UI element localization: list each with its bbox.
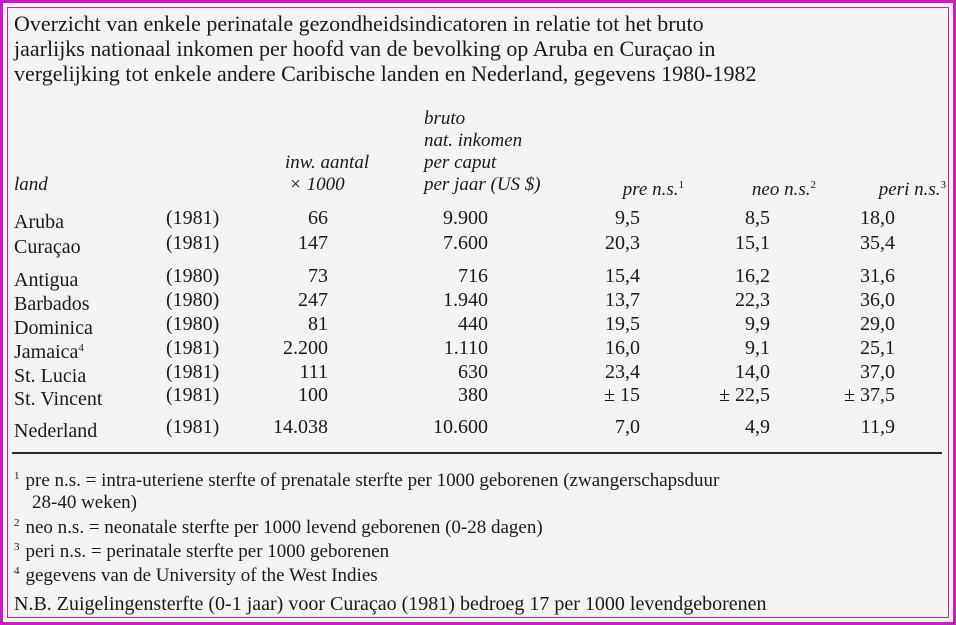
cell-neo-ns: 9,1 — [745, 337, 770, 359]
cell-land: Antigua — [14, 269, 79, 291]
cell-neo-ns: 16,2 — [735, 265, 770, 287]
cell-bni: 10.600 — [433, 416, 488, 438]
cell-neo-ns: 9,9 — [745, 313, 770, 335]
cell-jaar: (1981) — [166, 361, 220, 383]
cell-peri-ns: 18,0 — [860, 207, 895, 229]
cell-peri-ns: 36,0 — [860, 289, 895, 311]
cell-jaar: (1981) — [166, 384, 220, 406]
table-divider — [12, 452, 942, 454]
cell-land: Dominica — [14, 317, 93, 339]
cell-land: Barbados — [14, 293, 90, 315]
table-row — [0, 231, 956, 258]
cell-peri-ns: 35,4 — [860, 232, 895, 254]
cell-jaar: (1980) — [166, 289, 220, 311]
cell-inwoners: 2.200 — [283, 337, 328, 359]
cell-peri-ns: 37,0 — [860, 361, 895, 383]
cell-peri-ns: ± 37,5 — [844, 384, 895, 406]
cell-land: Curaçao — [14, 236, 81, 258]
cell-jaar: (1980) — [166, 313, 220, 335]
header-pre-ns: pre n.s.$^1$ — [622, 179, 684, 200]
table-row — [0, 264, 956, 291]
cell-pre-ns: 7,0 — [615, 416, 640, 438]
title-line: jaarlijks nationaal inkomen per hoofd van de bevolking op Aruba en Curaçao in — [14, 36, 716, 61]
table-row — [0, 206, 956, 233]
header-peri-ns: peri n.s.$^3$ — [878, 179, 946, 200]
cell-jaar: (1981) — [166, 232, 220, 254]
note-nb: N.B. Zuigelingensterfte (0-1 jaar) voor Curaçao (1981) bedroeg 17 per 1000 levendgeborenen — [14, 593, 767, 615]
cell-neo-ns: ± 22,5 — [719, 384, 770, 406]
cell-inwoners: 247 — [298, 289, 328, 311]
table-title — [14, 11, 944, 86]
cell-peri-ns: 11,9 — [860, 416, 895, 438]
footnote-ref: 2 — [810, 179, 816, 191]
cell-bni: 716 — [458, 265, 488, 287]
cell-jaar: (1981) — [166, 416, 220, 438]
cell-bni: 1.940 — [443, 289, 488, 311]
cell-land: Jamaica$^4$ — [14, 341, 84, 363]
cell-neo-ns: 8,5 — [745, 207, 770, 229]
table-row — [0, 336, 956, 363]
cell-bni: 1.110 — [443, 337, 488, 359]
cell-land: St. Vincent — [14, 388, 103, 410]
header-bruto-inkomen: bruto nat. inkomen per caput per jaar (US $) — [424, 108, 541, 195]
cell-pre-ns: 23,4 — [605, 361, 640, 383]
footnote-3: $^3$ peri n.s. = perinatale sterfte per 1000 geborenen — [14, 541, 390, 562]
cell-pre-ns: 19,5 — [605, 313, 640, 335]
header-land: land — [14, 174, 48, 195]
table-row — [0, 383, 956, 410]
footnote-ref: 3 — [940, 179, 946, 191]
cell-bni: 7.600 — [443, 232, 488, 254]
footnote-2: $^2$ neo n.s. = neonatale sterfte per 1000 levend geborenen (0-28 dagen) — [14, 517, 543, 538]
cell-inwoners: 14.038 — [273, 416, 328, 438]
cell-inwoners: 147 — [298, 232, 328, 254]
footnote-4: $^4$ gegevens van de University of the West Indies — [14, 565, 378, 586]
cell-jaar: (1980) — [166, 265, 220, 287]
cell-bni: 9.900 — [443, 207, 488, 229]
header-neo-ns: neo n.s.$^2$ — [751, 179, 816, 200]
cell-neo-ns: 15,1 — [735, 232, 770, 254]
table-row — [0, 415, 956, 442]
footnote-ref: 1 — [678, 179, 684, 191]
cell-pre-ns: 9,5 — [615, 207, 640, 229]
cell-pre-ns: ± 15 — [604, 384, 640, 406]
cell-pre-ns: 16,0 — [605, 337, 640, 359]
cell-neo-ns: 22,3 — [735, 289, 770, 311]
cell-inwoners: 100 — [298, 384, 328, 406]
header-inwoners: inw. aantal × 1000 — [285, 152, 370, 195]
cell-land: Aruba — [14, 211, 64, 233]
cell-bni: 440 — [458, 313, 488, 335]
cell-peri-ns: 29,0 — [860, 313, 895, 335]
title-line: vergelijking tot enkele andere Caribische landen en Nederland, gegevens 1980-1982 — [14, 61, 757, 86]
cell-inwoners: 81 — [308, 313, 328, 335]
title-line: Overzicht van enkele perinatale gezondheidsindicatoren in relatie tot het bruto — [14, 11, 704, 36]
cell-jaar: (1981) — [166, 207, 220, 229]
cell-neo-ns: 14,0 — [735, 361, 770, 383]
table-row — [0, 312, 956, 339]
cell-pre-ns: 20,3 — [605, 232, 640, 254]
cell-bni: 630 — [458, 361, 488, 383]
cell-peri-ns: 25,1 — [860, 337, 895, 359]
cell-jaar: (1981) — [166, 337, 220, 359]
cell-neo-ns: 4,9 — [745, 416, 770, 438]
footnote-1: $^1$ pre n.s. = intra-uteriene sterfte of prenatale sterfte per 1000 geborenen (zwangerschapsduur 28-40 weken) — [14, 470, 720, 513]
cell-inwoners: 73 — [308, 265, 328, 287]
cell-inwoners: 111 — [299, 361, 328, 383]
cell-bni: 380 — [458, 384, 488, 406]
cell-inwoners: 66 — [308, 207, 328, 229]
table-row — [0, 360, 956, 387]
cell-pre-ns: 15,4 — [605, 265, 640, 287]
cell-peri-ns: 31,6 — [860, 265, 895, 287]
cell-land: St. Lucia — [14, 365, 87, 387]
table-row — [0, 288, 956, 315]
cell-pre-ns: 13,7 — [605, 289, 640, 311]
cell-land: Nederland — [14, 420, 98, 442]
